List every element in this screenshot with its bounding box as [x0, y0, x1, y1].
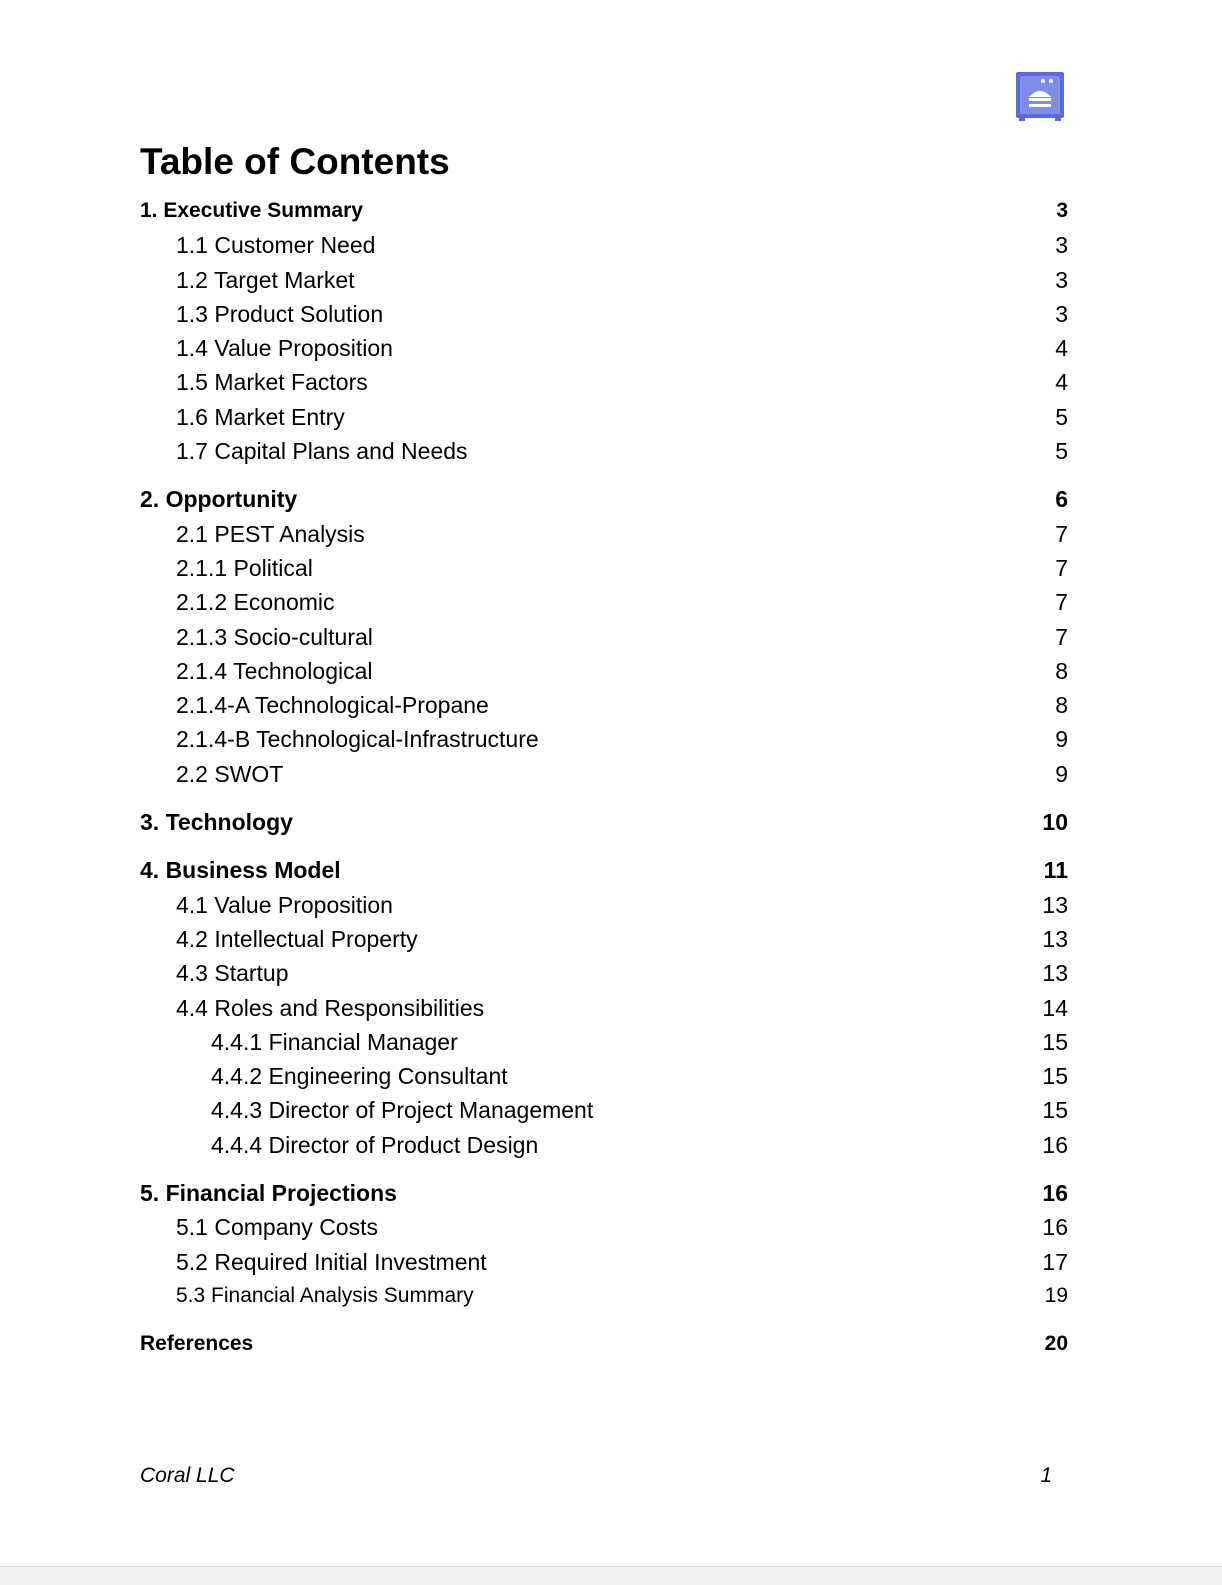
toc-entry-title[interactable]: 4.4.3 Director of Project Management: [211, 1097, 594, 1124]
toc-entry[interactable]: [140, 228, 1068, 262]
toc-entry[interactable]: [140, 620, 1068, 654]
toc-entry[interactable]: [140, 194, 1068, 228]
toc-entry-title[interactable]: 4.1 Value Proposition: [176, 891, 393, 918]
toc-entry-page-number: 3: [1056, 199, 1068, 222]
toc-entry-title[interactable]: 4.3 Startup: [176, 960, 289, 987]
toc-entry-page-number: 4: [1055, 369, 1068, 396]
toc-entry-page-number: 5: [1055, 403, 1068, 430]
toc-entry-title[interactable]: 1. Executive Summary: [140, 199, 363, 222]
toc-entry[interactable]: [140, 434, 1068, 468]
toc-entry-title[interactable]: 2.2 SWOT: [176, 760, 284, 787]
toc-entry[interactable]: [140, 805, 1068, 839]
toc-entry-page-number: 8: [1055, 692, 1068, 719]
toc-entry-title[interactable]: 4.4 Roles and Responsibilities: [176, 994, 485, 1021]
toc-entry[interactable]: [140, 365, 1068, 399]
toc-entry-title[interactable]: 1.7 Capital Plans and Needs: [176, 438, 468, 465]
toc-entry-page-number: 16: [1042, 1180, 1068, 1207]
toc-entry[interactable]: [140, 853, 1068, 887]
toc-entry-title[interactable]: 1.2 Target Market: [176, 266, 355, 293]
toc-entry-title[interactable]: 1.5 Market Factors: [176, 369, 368, 396]
toc-entry-title[interactable]: References: [140, 1332, 254, 1356]
toc-entry-title[interactable]: 4.4.1 Financial Manager: [211, 1028, 458, 1055]
toc-entry-page-number: 3: [1055, 266, 1068, 293]
toc-entry-title[interactable]: 4.4.4 Director of Product Design: [211, 1131, 539, 1158]
toc-entry[interactable]: [140, 722, 1068, 756]
toc-entry-page-number: 16: [1042, 1131, 1068, 1158]
toc-entry[interactable]: [140, 551, 1068, 585]
toc-entry[interactable]: [140, 585, 1068, 619]
toc-entry-page-number: 14: [1042, 994, 1068, 1021]
toc-entry[interactable]: [140, 956, 1068, 990]
toc-entry-title[interactable]: 2. Opportunity: [140, 486, 298, 513]
toc-entry[interactable]: [140, 297, 1068, 331]
footer-page-number: 1: [1040, 1464, 1052, 1487]
toc-entry-title[interactable]: 2.1.2 Economic: [176, 589, 335, 616]
toc-entry-title[interactable]: 4.2 Intellectual Property: [176, 925, 418, 952]
toc-entry-title[interactable]: 4.4.2 Engineering Consultant: [211, 1063, 508, 1090]
toc-entry-page-number: 20: [1044, 1332, 1068, 1356]
toc-entry[interactable]: [140, 1128, 1068, 1162]
toc-entry-page-number: 10: [1042, 809, 1068, 836]
toc-entry[interactable]: [140, 654, 1068, 688]
toc-entry-page-number: 7: [1055, 520, 1068, 547]
toc-entry-page-number: 15: [1042, 1097, 1068, 1124]
toc-entry-title[interactable]: 2.1.1 Political: [176, 554, 313, 581]
toc-entry-page-number: 3: [1055, 232, 1068, 259]
toc-entry[interactable]: [140, 991, 1068, 1025]
toc-entry-page-number: 19: [1044, 1283, 1068, 1307]
toc-entry[interactable]: [140, 688, 1068, 722]
toc-entry[interactable]: [140, 1093, 1068, 1127]
toc-entry-title[interactable]: 2.1 PEST Analysis: [176, 520, 365, 547]
page-footer: [140, 1464, 1052, 1488]
toc-entry[interactable]: [140, 1025, 1068, 1059]
toc-entry[interactable]: [140, 922, 1068, 956]
oven-icon: [1015, 71, 1065, 121]
toc-entry-title[interactable]: 1.3 Product Solution: [176, 300, 384, 327]
toc-entry-page-number: 13: [1042, 960, 1068, 987]
toc-entry-page-number: 8: [1055, 657, 1068, 684]
toc-entry-page-number: 4: [1055, 335, 1068, 362]
toc-entry[interactable]: [140, 1059, 1068, 1093]
toc-entry-page-number: 7: [1055, 623, 1068, 650]
toc-entry[interactable]: [140, 1210, 1068, 1244]
toc-entry[interactable]: [140, 1279, 1068, 1313]
toc-entry-page-number: 7: [1055, 589, 1068, 616]
toc-entry-page-number: 15: [1042, 1028, 1068, 1055]
toc-entry-title[interactable]: 2.1.4 Technological: [176, 657, 373, 684]
toc-entry[interactable]: [140, 400, 1068, 434]
toc-entry-page-number: 13: [1042, 925, 1068, 952]
toc-entry-title[interactable]: 4. Business Model: [140, 857, 341, 884]
toc-entry[interactable]: [140, 1327, 1068, 1361]
toc-entry-title[interactable]: 5.1 Company Costs: [176, 1214, 378, 1241]
toc-entry-title[interactable]: 2.1.4-A Technological-Propane: [176, 692, 489, 719]
toc-entry-page-number: 13: [1042, 891, 1068, 918]
table-of-contents: [140, 194, 1068, 1362]
footer-company: Coral LLC: [140, 1464, 235, 1487]
toc-entry-page-number: 7: [1055, 554, 1068, 581]
toc-entry-page-number: 3: [1055, 300, 1068, 327]
toc-entry[interactable]: [140, 482, 1068, 516]
toc-entry[interactable]: [140, 263, 1068, 297]
toc-entry-title[interactable]: 5. Financial Projections: [140, 1180, 397, 1207]
toc-entry-page-number: 15: [1042, 1063, 1068, 1090]
toc-entry-title[interactable]: 5.3 Financial Analysis Summary: [176, 1283, 474, 1307]
toc-entry-title[interactable]: 2.1.3 Socio-cultural: [176, 623, 373, 650]
page-title: Table of Contents: [140, 141, 450, 182]
toc-entry-title[interactable]: 2.1.4-B Technological-Infrastructure: [176, 726, 539, 753]
toc-entry-page-number: 17: [1042, 1248, 1068, 1275]
toc-entry[interactable]: [140, 888, 1068, 922]
toc-entry[interactable]: [140, 331, 1068, 365]
toc-entry[interactable]: [140, 757, 1068, 791]
toc-entry-page-number: 5: [1055, 438, 1068, 465]
toc-entry-page-number: 16: [1042, 1214, 1068, 1241]
toc-entry[interactable]: [140, 517, 1068, 551]
toc-entry-title[interactable]: 3. Technology: [140, 809, 293, 836]
toc-entry-page-number: 6: [1055, 486, 1068, 513]
toc-entry-title[interactable]: 1.6 Market Entry: [176, 403, 345, 430]
toc-entry-page-number: 9: [1055, 726, 1068, 753]
toc-entry-title[interactable]: 1.1 Customer Need: [176, 232, 376, 259]
toc-entry-page-number: 9: [1055, 760, 1068, 787]
toc-entry[interactable]: [140, 1176, 1068, 1210]
toc-entry[interactable]: [140, 1245, 1068, 1279]
toc-entry-title[interactable]: 1.4 Value Proposition: [176, 335, 393, 362]
page-bottom-edge: [0, 1566, 1222, 1585]
toc-entry-page-number: 11: [1043, 857, 1068, 884]
toc-entry-title[interactable]: 5.2 Required Initial Investment: [176, 1248, 487, 1275]
